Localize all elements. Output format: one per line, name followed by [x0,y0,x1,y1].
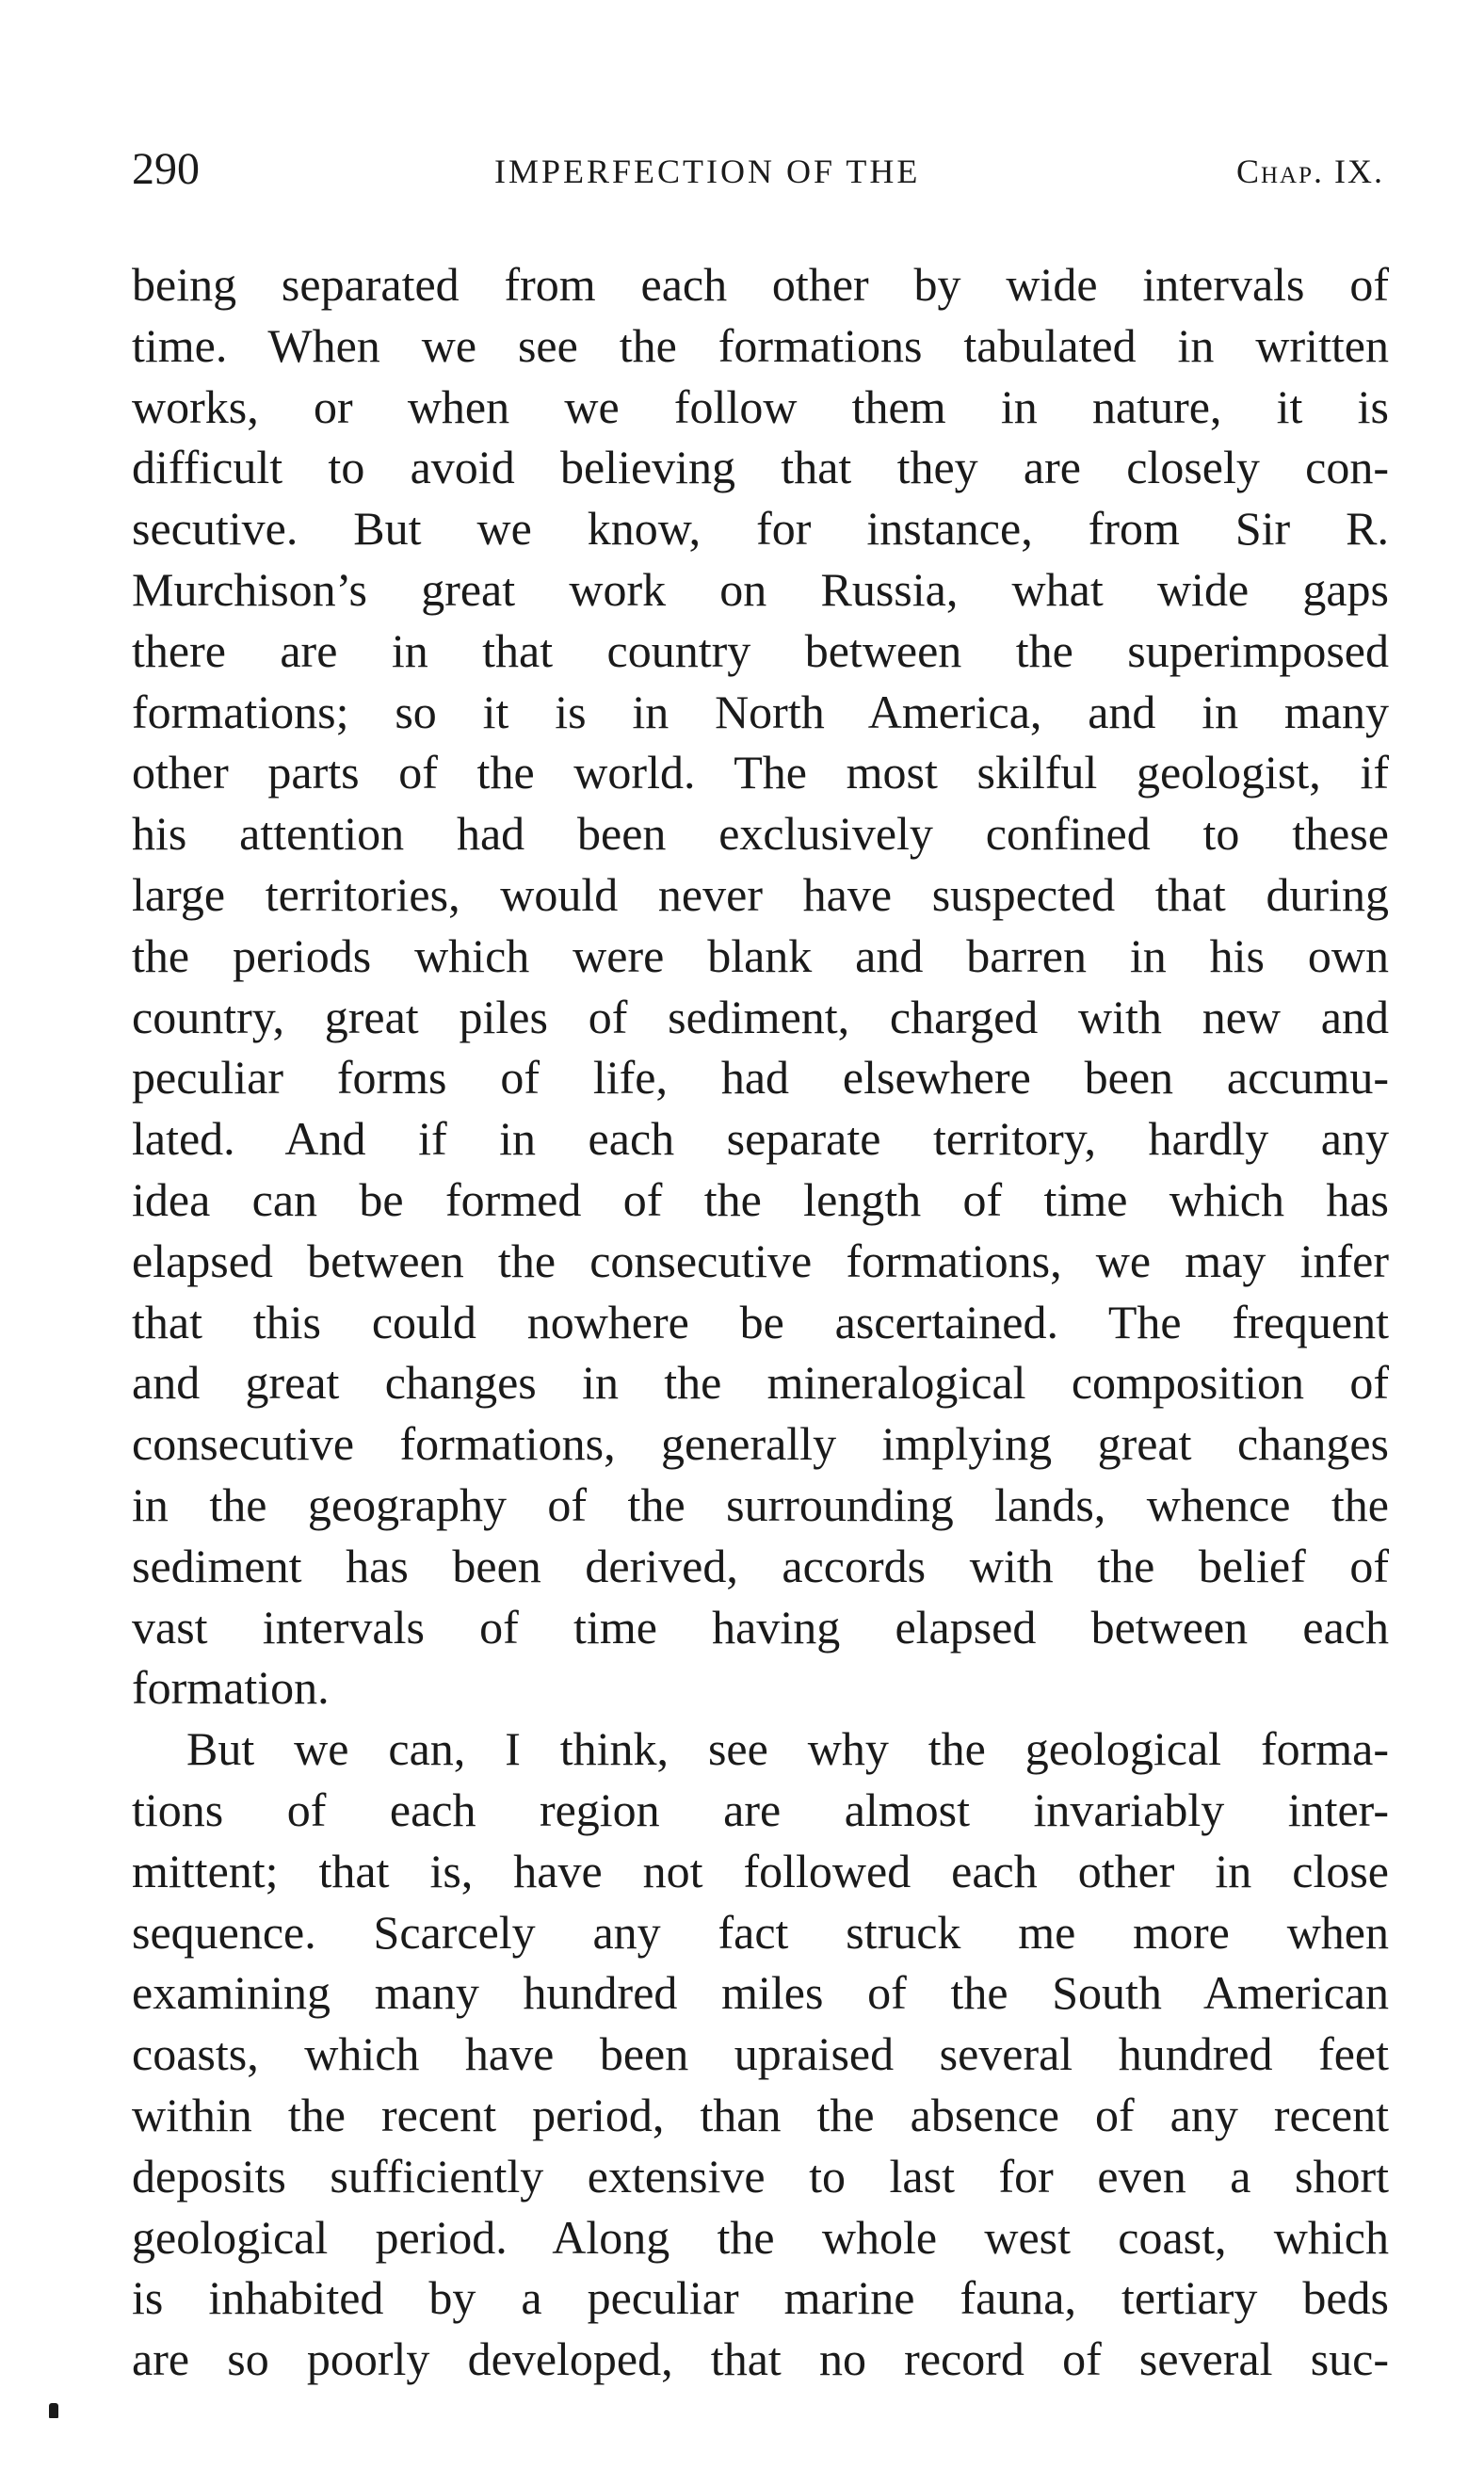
text-line: tions of each region are almost invariably inter- [132,1783,1389,1836]
page-header [132,141,1384,198]
text-line: lated. And if in each separate territory, hardly any [132,1112,1389,1166]
text-line: formation. [132,1661,330,1715]
text-line: works, or when we follow them in nature, it is [132,379,1389,433]
text-line: coasts, which have been upraised several hundred feet [132,2027,1389,2081]
text-line: the periods which were blank and barren in his own [132,928,1389,982]
text-line: sequence. Scarcely any fact struck me more when [132,1905,1389,1959]
text-line: country, great piles of sediment, charged with new and [132,990,1389,1043]
text-line: idea can be formed of the length of time which has [132,1172,1389,1226]
text-line: vast intervals of time having elapsed between each [132,1600,1389,1654]
text-line: Murchison’s great work on Russia, what wide gaps [132,562,1389,616]
text-line: mittent; that is, have not followed each other in close [132,1844,1389,1897]
text-line: time. When we see the formations tabulated in written [132,318,1389,372]
text-line: peculiar forms of life, had elsewhere been accumu- [132,1051,1389,1105]
text-line: sediment has been derived, accords with the belief of [132,1539,1389,1592]
text-line: large territories, would never have suspected that during [132,867,1389,921]
text-line: being separated from each other by wide intervals of [132,258,1389,311]
text-line: that this could nowhere be ascertained. The frequent [132,1295,1389,1348]
text-line: elapsed between the consecutive formations, we may infer [132,1234,1389,1287]
text-line: are so poorly developed, that no record of several suc- [132,2332,1389,2386]
text-line: other parts of the world. The most skilful geologist, if [132,746,1389,799]
running-title: IMPERFECTION OF THE [494,153,921,190]
text-line: his attention had been exclusively confined to these [132,807,1389,861]
text-line: and great changes in the mineralogical composition of [132,1356,1389,1410]
text-line: But we can, I think, see why the geological forma- [186,1722,1389,1776]
text-line: within the recent period, than the absence of any recent [132,2088,1389,2141]
text-line: examining many hundred miles of the South American [132,1966,1389,2020]
ink-mark [49,2403,58,2418]
text-line: geological period. Along the whole west coast, which [132,2210,1389,2264]
text-line: there are in that country between the superimposed [132,623,1389,677]
page-body-text [132,254,1389,2390]
text-line: consecutive formations, generally implying great changes [132,1417,1389,1471]
text-line: is inhabited by a peculiar marine fauna, tertiary beds [132,2271,1389,2325]
text-line: in the geography of the surrounding lands, whence the [132,1477,1389,1531]
text-line: formations; so it is in North America, and in many [132,685,1389,738]
text-line: deposits sufficiently extensive to last for even a short [132,2149,1389,2203]
page-number: 290 [132,144,200,194]
text-line: difficult to avoid believing that they are closely con- [132,441,1389,494]
text-line: secutive. But we know, for instance, from Sir R. [132,502,1389,556]
chapter-label: Chap. IX. [1235,153,1384,190]
